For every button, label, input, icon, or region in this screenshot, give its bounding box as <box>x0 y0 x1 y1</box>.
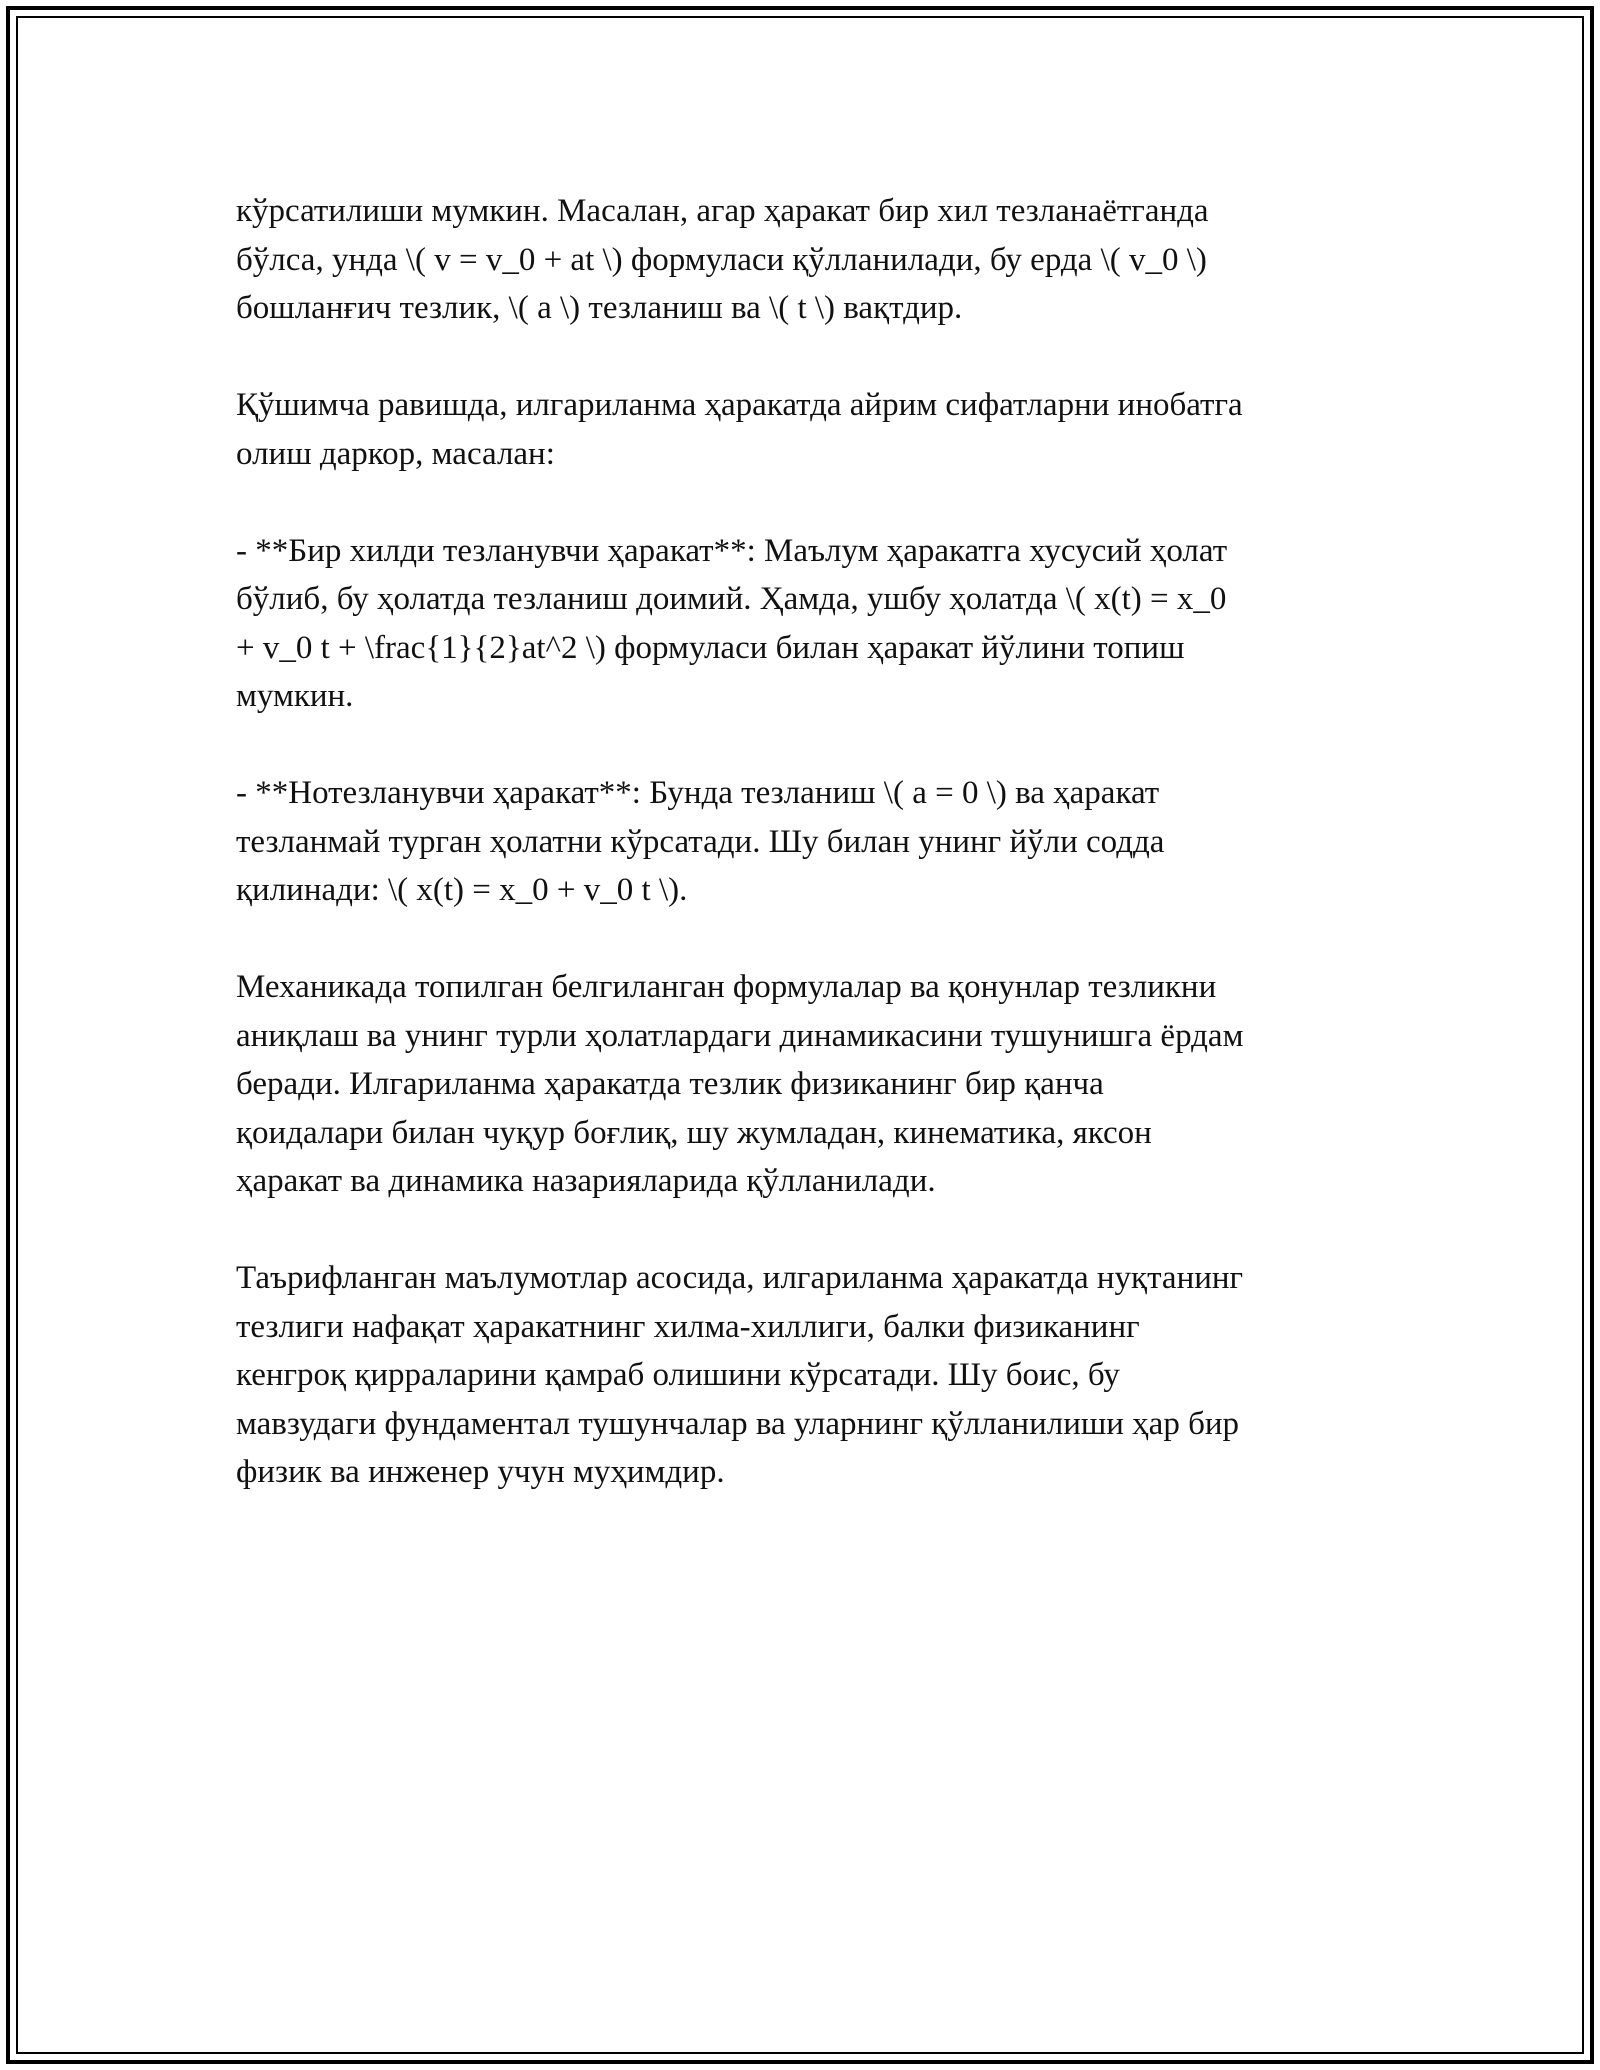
paragraph-velocity-formula: кўрсатилиши мумкин. Масалан, агар ҳаракат бир хил тезланаётганда бўлса, унда \( v = v_0 + at \) формуласи қўлланилади, бу ерда \( v_0 \) бошланғич тезлик, \( a \) тезланиш ва \( t \) вақтдир. <box>236 193 1209 326</box>
paragraph-mechanics: Механикада топилган белгиланган формулалар ва қонунлар тезликни аниқлаш ва унинг турли ҳолатлардаги динамикасини тушунишга ёрдам беради. Илгариланма ҳаракатда тезлик физиканинг бир қанча қоидалари билан чуқур боғлиқ, шу жумладан, кинематика, яксон ҳаракат ва динамика назарияларида қўлланилади. <box>236 969 1244 1199</box>
document-body <box>236 187 1386 1545</box>
list-item-uniform-acceleration: - **Бир хилди тезланувчи ҳаракат**: Маълум ҳаракатга хусусий ҳолат бўлиб, бу ҳолатда тезланиш доимий. Ҳамда, ушбу ҳолатда \( x(t) = x_0 + v_0 t + \frac{1}{2}at^2 \) формуласи билан ҳаракат йўлини топиш мумкин. <box>236 532 1228 714</box>
paragraph-conclusion: Таърифланган маълумотлар асосида, илгариланма ҳаракатда нуқтанинг тезлиги нафақат ҳаракатнинг хилма-хиллиги, балки физиканинг кенгроқ қирраларини қамраб олишини кўрсатади. Шу боис, бу мавзудаги фундаментал тушунчалар ва уларнинг қўлланилиши ҳар бир физик ва инженер учун муҳимдир. <box>236 1260 1244 1490</box>
list-item-no-acceleration: - **Нотезланувчи ҳаракат**: Бунда тезланиш \( a = 0 \) ва ҳаракат тезланмай турган ҳолатни кўрсатади. Шу билан унинг йўли содда қилинади: \( x(t) = x_0 + v_0 t \). <box>236 775 1165 908</box>
paragraph-additional-notes: Қўшимча равишда, илгариланма ҳаракатда айрим сифатларни инобатга олиш даркор, масалан: <box>236 387 1243 472</box>
